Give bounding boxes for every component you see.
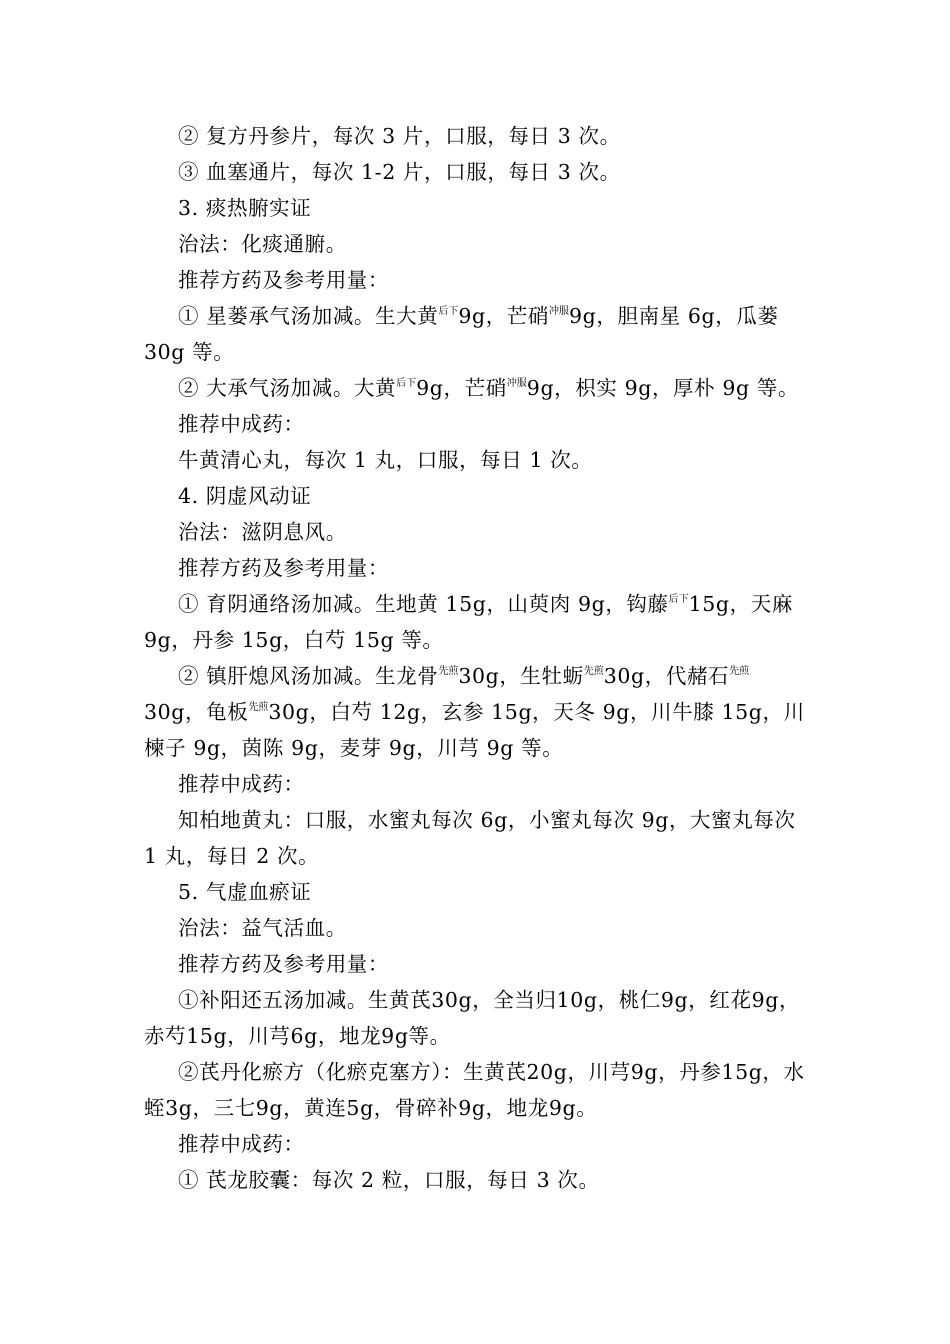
paragraph-compound-danshen-tablet <box>144 118 808 154</box>
paragraph-recommended-patent-medicine <box>144 766 808 802</box>
paragraph-recommended-patent-medicine <box>144 406 808 442</box>
superscript-note: 先煎 <box>248 702 269 713</box>
line-text: 牛黄清心丸，每次 1 丸，口服，每日 1 次。 <box>178 448 593 472</box>
paragraph-recommended-prescription <box>144 550 808 586</box>
paragraph-zhibai-dihuang-pill <box>144 802 808 874</box>
line-text: ③ 血塞通片，每次 1-2 片，口服，每日 3 次。 <box>178 160 621 184</box>
line-text: 30g，生牡蛎 <box>458 664 584 688</box>
line-text: 知柏地黄丸：口服，水蜜丸每次 6g，小蜜丸每次 9g，大蜜丸每次 1 丸，每日 2 次。 <box>144 808 796 868</box>
line-text: ① 芪龙胶囊：每次 2 粒，口服，每日 3 次。 <box>178 1168 600 1192</box>
heading-text: 4. 阴虚风动证 <box>178 484 312 508</box>
paragraph-treatment-method <box>144 514 808 550</box>
section-heading-phlegm-heat <box>144 190 808 226</box>
paragraph-buyang-huanwu-decoction <box>144 982 808 1054</box>
superscript-note: 先煎 <box>438 666 459 677</box>
superscript-note: 先煎 <box>583 666 604 677</box>
paragraph-treatment-method <box>144 226 808 262</box>
line-text: 9g，芒硝 <box>416 376 507 400</box>
line-text: 治法：化痰通腑。 <box>178 232 347 256</box>
paragraph-da-chengqi-decoction <box>144 370 808 406</box>
line-text: ② 镇肝熄风汤加减。生龙骨 <box>178 664 439 688</box>
line-text: 治法：滋阴息风。 <box>178 520 347 544</box>
line-text: 30g，代赭石 <box>603 664 730 688</box>
line-text: 9g，枳实 9g，厚朴 9g 等。 <box>526 376 800 400</box>
line-text: 9g，芒硝 <box>458 304 549 328</box>
line-text: 推荐中成药： <box>178 412 305 436</box>
line-text: 30g，龟板 <box>144 700 249 724</box>
superscript-note: 冲服 <box>549 306 569 317</box>
line-text: 推荐中成药： <box>178 1132 305 1156</box>
paragraph-recommended-prescription <box>144 946 808 982</box>
heading-text: 5. 气虚血瘀证 <box>178 880 312 904</box>
line-text: 9g，胆南星 6g，瓜蒌 30g 等。 <box>144 304 779 364</box>
section-heading-qi-deficiency-blood-stasis <box>144 874 808 910</box>
superscript-note: 冲服 <box>506 378 527 389</box>
line-text: ① 星蒌承气汤加减。生大黄 <box>178 304 439 328</box>
superscript-note: 后下 <box>668 594 689 605</box>
heading-text: 3. 痰热腑实证 <box>178 196 312 220</box>
paragraph-xinglou-chengqi-decoction <box>144 298 808 370</box>
paragraph-niuhuang-qingxin-pill <box>144 442 808 478</box>
line-text: ① 育阴通络汤加减。生地黄 15g，山萸肉 9g，钩藤 <box>178 592 669 616</box>
line-text: 15g，天麻 9g，丹参 15g，白芍 15g 等。 <box>144 592 793 652</box>
line-text: 30g，白芍 12g，玄参 15g，天冬 9g，川牛膝 15g，川楝子 9g，茵陈 9g，麦芽 9g，川芎 9g 等。 <box>144 700 805 760</box>
line-text: ①补阳还五汤加减。生黄芪30g，全当归10g，桃仁9g，红花9g，赤芍15g，川芎6g，地龙9g等。 <box>144 988 801 1048</box>
paragraph-treatment-method <box>144 910 808 946</box>
line-text: 推荐中成药： <box>178 772 305 796</box>
paragraph-yuyin-tongluo-decoction <box>144 586 808 658</box>
paragraph-xuesaitong-tablet <box>144 154 808 190</box>
paragraph-qilong-capsule <box>144 1162 808 1198</box>
section-heading-yin-deficiency-wind <box>144 478 808 514</box>
paragraph-qidan-huayu-formula <box>144 1054 808 1126</box>
line-text: 治法：益气活血。 <box>178 916 347 940</box>
document-body <box>144 118 808 1198</box>
line-text: ② 大承气汤加减。大黄 <box>178 376 397 400</box>
paragraph-recommended-patent-medicine <box>144 1126 808 1162</box>
line-text: ② 复方丹参片，每次 3 片，口服，每日 3 次。 <box>178 124 621 148</box>
superscript-note: 先煎 <box>729 666 750 677</box>
superscript-note: 后下 <box>438 306 459 317</box>
line-text: 推荐方药及参考用量： <box>178 952 389 976</box>
paragraph-recommended-prescription <box>144 262 808 298</box>
line-text: 推荐方药及参考用量： <box>178 556 389 580</box>
paragraph-zhengan-xifeng-decoction <box>144 658 808 766</box>
superscript-note: 后下 <box>396 378 417 389</box>
line-text: 推荐方药及参考用量： <box>178 268 389 292</box>
line-text: ②芪丹化瘀方（化瘀克塞方）：生黄芪20g，川芎9g，丹参15g，水蛭3g，三七9g，黄连5g，骨碎补9g，地龙9g。 <box>144 1060 805 1120</box>
